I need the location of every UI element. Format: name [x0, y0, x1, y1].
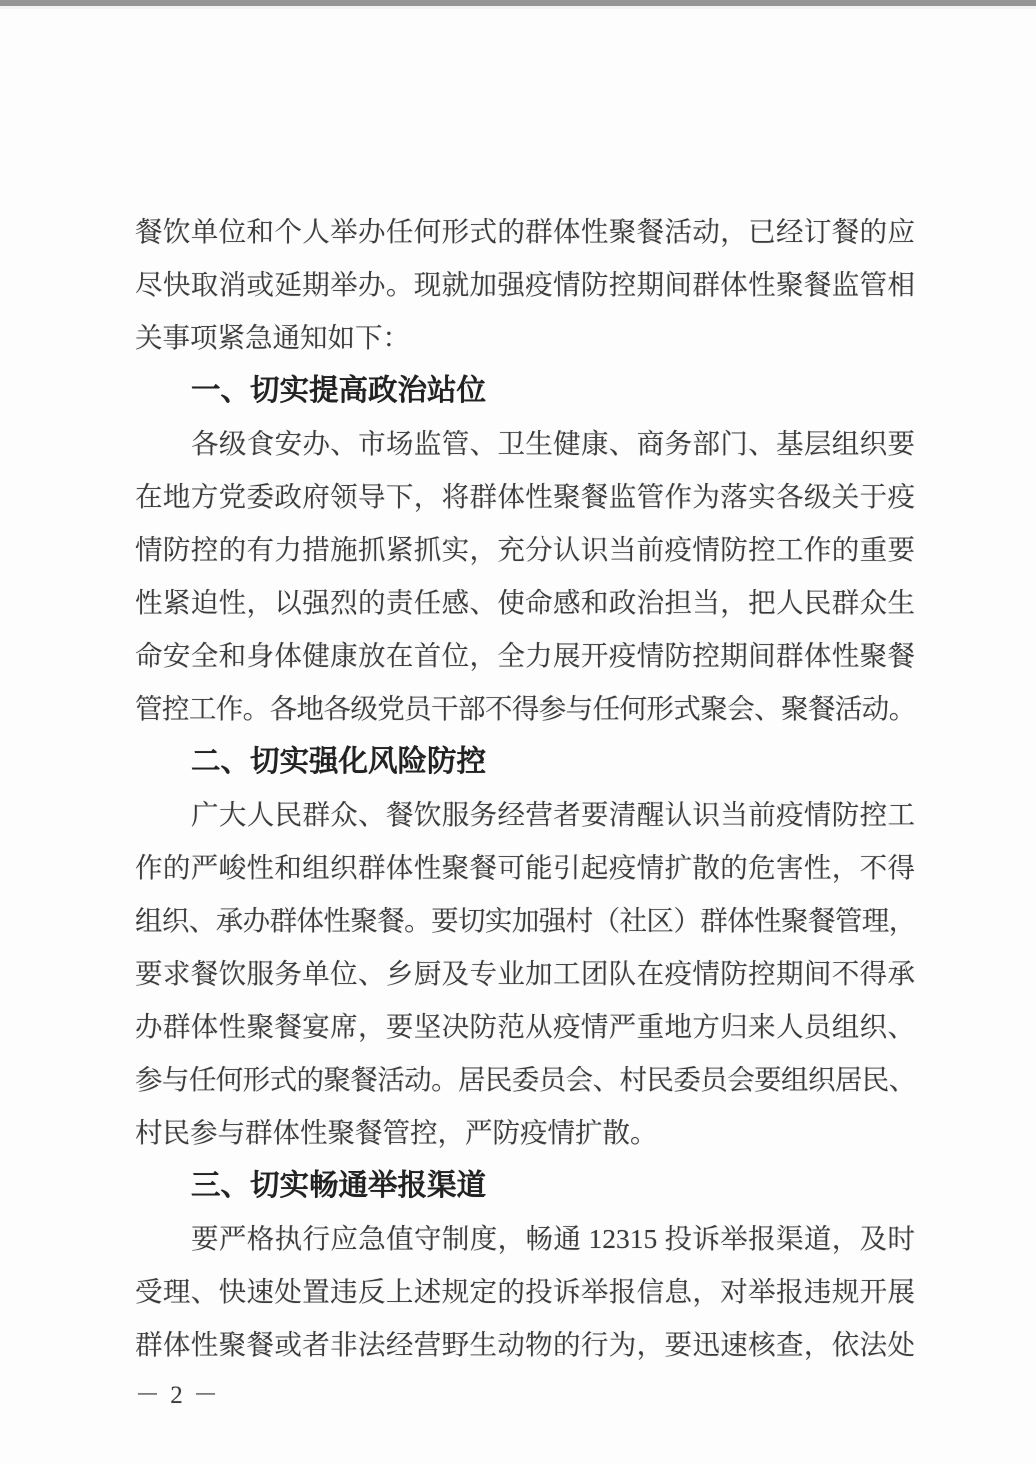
- page-number: － 2 －: [135, 1382, 221, 1409]
- body-line: 管控工作。各地各级党员干部不得参与任何形式聚会、聚餐活动。: [135, 693, 915, 724]
- section-heading: 二、切实强化风险防控: [191, 745, 487, 778]
- body-line: 尽快取消或延期举办。现就加强疫情防控期间群体性聚餐监管相: [135, 269, 915, 300]
- body-line: 餐饮单位和个人举办任何形式的群体性聚餐活动，已经订餐的应: [135, 216, 915, 247]
- body-line: 受理、快速处置违反上述规定的投诉举报信息，对举报违规开展: [135, 1276, 915, 1307]
- body-line: 组织、承办群体性聚餐。要切实加强村（社区）群体性聚餐管理，: [135, 905, 915, 936]
- section-heading: 三、切实畅通举报渠道: [191, 1169, 487, 1202]
- scan-edge-artifact-soft: [0, 6, 1036, 9]
- body-line: 要求餐饮服务单位、乡厨及专业加工团队在疫情防控期间不得承: [135, 958, 915, 989]
- body-line: 要严格执行应急值守制度，畅通 12315 投诉举报渠道，及时: [191, 1223, 915, 1254]
- body-line: 性紧迫性，以强烈的责任感、使命感和政治担当，把人民群众生: [135, 587, 915, 618]
- body-line: 参与任何形式的聚餐活动。居民委员会、村民委员会要组织居民、: [135, 1064, 915, 1095]
- section-heading: 一、切实提高政治站位: [191, 374, 487, 407]
- body-line: 命安全和身体健康放在首位，全力展开疫情防控期间群体性聚餐: [135, 640, 915, 671]
- body-line: 村民参与群体性聚餐管控，严防疫情扩散。: [135, 1117, 658, 1148]
- body-line: 各级食安办、市场监管、卫生健康、商务部门、基层组织要: [191, 428, 915, 459]
- document-body: [135, 205, 915, 1371]
- body-line: 作的严峻性和组织群体性聚餐可能引起疫情扩散的危害性，不得: [135, 852, 915, 883]
- body-line: 群体性聚餐或者非法经营野生动物的行为，要迅速核查，依法处: [135, 1329, 915, 1360]
- body-line: 关事项紧急通知如下：: [135, 322, 410, 353]
- body-line: 广大人民群众、餐饮服务经营者要清醒认识当前疫情防控工: [191, 799, 915, 830]
- body-line: 在地方党委政府领导下，将群体性聚餐监管作为落实各级关于疫: [135, 481, 915, 512]
- body-line: 办群体性聚餐宴席，要坚决防范从疫情严重地方归来人员组织、: [135, 1011, 915, 1042]
- body-line: 情防控的有力措施抓紧抓实，充分认识当前疫情防控工作的重要: [135, 534, 915, 565]
